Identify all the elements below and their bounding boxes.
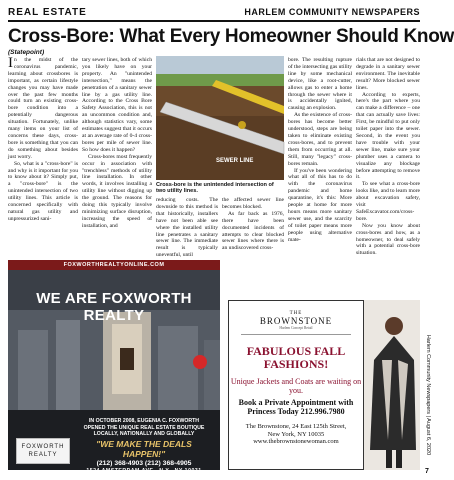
drop-cap: I: [8, 55, 13, 71]
article-paragraph: As far back as 1976, there have been documented incidents of attempts to clear blocked sewer lines where there is an undiscovered cross-: [222, 210, 284, 252]
section-header: [8, 6, 420, 22]
cross-bore-photo: [156, 56, 284, 180]
section-name: REAL ESTATE: [8, 7, 87, 18]
brownstone-website-link[interactable]: www.thebrownstonewoman.com: [253, 438, 339, 445]
article-column-4: [222, 197, 284, 257]
article-paragraph: To see what a cross-bore looks like, and to learn more about excavation safety, visit SafeExcavator.com/cross-bore.: [356, 181, 421, 222]
article-column-1: [8, 57, 78, 257]
foxworth-slogan: "WE MAKE THE DEALS HAPPEN!": [96, 438, 192, 459]
foxworth-phones: (212) 368-4903 (212) 368-4905: [96, 459, 192, 467]
article-paragraph: In the midst of the coronavirus pandemic, learning about crossbores is important, as certain lifestyle changes you may have made over the past few months could turn an existing cross-bore condition into a potentially dangerous situation. Fortunately, unlike many items on your list of concerns these days, cross-bore is something that you can do something about besides just worry.: [8, 55, 78, 160]
article-column-2: [82, 57, 152, 257]
article-column-3: [156, 197, 218, 257]
foxworth-line-2: OPENED THE UNIQUE REAL ESTATE BOUTIQUE: [83, 424, 205, 431]
brownstone-ad[interactable]: [228, 300, 364, 470]
model-in-coat-illustration: [364, 300, 420, 470]
article-paragraph: rials that are not designed to degrade in a sanitary sewer environment. The inevitable result? More blocked sewer lines.: [356, 57, 420, 91]
article-column-5: [288, 57, 352, 297]
foxworth-logo: FOXWORTH REALTY: [16, 438, 70, 464]
brownstone-headline: FABULOUS FALL FASHIONS!: [246, 344, 346, 371]
article-paragraph: Cross-bores most frequently occur in association with "trenchless" methods of utility line installation. In other words, it involves installing a utility line without digging up the ground. The reasons for doing this typically involve minimizing surface disruption, increasing the speed of installation, and: [82, 153, 152, 229]
foxworth-line-1: IN OCTOBER 2008, EUGENIA C. FOXWORTH: [88, 418, 200, 424]
article-paragraph: According to experts, here's the part where you can make a difference – one that can actually save lives: First, be mindful to put only toilet paper into the sewer. Second, in the event you have trouble with your sewer line, make sure your plumber uses a camera to visualize any blockage before attempting to remove it.: [356, 91, 420, 181]
sewer-line-label: SEWER LINE: [216, 158, 254, 164]
article-byline: (Statepoint): [8, 49, 45, 56]
foxworth-ad-copy: [74, 418, 214, 474]
brownstone-logo: THE BROWNSTONE Harlem Concept Retail: [259, 311, 333, 330]
article-column-6: [356, 57, 420, 297]
article-headline: Cross-Bore: What Every Homeowner Should Know: [8, 26, 454, 47]
newspaper-name: HARLEM COMMUNITY NEWSPAPERS: [244, 7, 420, 17]
fashion-model-photo: [364, 300, 420, 470]
brownstone-address: The Brownstone, 24 East 125th Street, New York, NY 10035 www.thebrownstonewoman.com: [229, 423, 363, 446]
article-paragraph: If you've been wondering what all of this has to do with the coronavirus pandemic and home quarantine, it's this: More people at home for more hours means more sanitary sewer use, and the scarcity of toilet paper means more people using alternative mate-: [288, 167, 352, 243]
foxworth-address: 1524 AMSTERDAM AVE., N.Y., NY 10031: [86, 467, 202, 474]
cross-bore-illustration: [156, 56, 284, 180]
article-paragraph: bore. The resulting rupture of the intersecting gas utility line by some mechanical device, like a root-cutter, allows gas to enter a home through the sewer where it is accidentally ignited, causing an explosion.: [288, 57, 353, 112]
foxworth-line-3: LOCALLY, NATIONALLY AND GLOBALLY: [93, 431, 195, 437]
brownstone-subhead: Unique Jackets and Coats are waiting on you.: [230, 377, 362, 395]
publication-date-line: Harlem Community Newspapers | August 6, 2020: [425, 334, 431, 456]
photo-caption: Cross-bore is the unintended intersection of two utility lines.: [156, 182, 274, 195]
page-number: 7: [425, 468, 429, 475]
article-paragraph: tary sewer lines, both of which you likely have on your property. An "unintended intersection," means the penetration of a sanitary sewer line by a gas utility line. According to the Cross Bore Safety Association, this is not an uncommon condition and, although statistics vary, some estimates suggest that it occurs at an average rate of 0-4 cross-bores per mile of sewer line. So how does it happen?: [82, 57, 152, 153]
article-paragraph: Now you know about cross-bores and how, as a homeowner, to deal safely with a potential cross-bore situation.: [356, 222, 420, 257]
divider: [241, 334, 351, 335]
foxworth-headline: WE ARE FOXWORTH REALTY: [36, 290, 192, 324]
article-paragraph: As the existence of cross-bores has become better understood, steps are being taken to eliminate existing cross-bores, and to prevent them from occurring at all. Still, many "legacy" cross-bores remain.: [288, 112, 352, 167]
foxworth-website-link[interactable]: FOXWORTHREALTYONLINE.COM: [8, 260, 220, 270]
article-paragraph: the affected sewer line becomes blocked.: [222, 197, 284, 210]
brownstone-appointment: Book a Private Appointment with Princess Today 212.996.7980: [238, 398, 354, 416]
foxworth-realty-ad[interactable]: [8, 260, 220, 474]
article-paragraph: So, what is a "cross-bore" is and why is it important for you to know about it? Simply put, a "cross-bore" is the unintended intersection of two utility lines. This article is concerned specifically with natural gas utility and unpressurized sani-: [8, 160, 78, 222]
article-paragraph: reducing costs. The downside to this method is that historically, installers have not been able see where the installed utility line penetrates a sanitary sewer line. The immediate result is typically uneventful, until: [156, 197, 218, 259]
